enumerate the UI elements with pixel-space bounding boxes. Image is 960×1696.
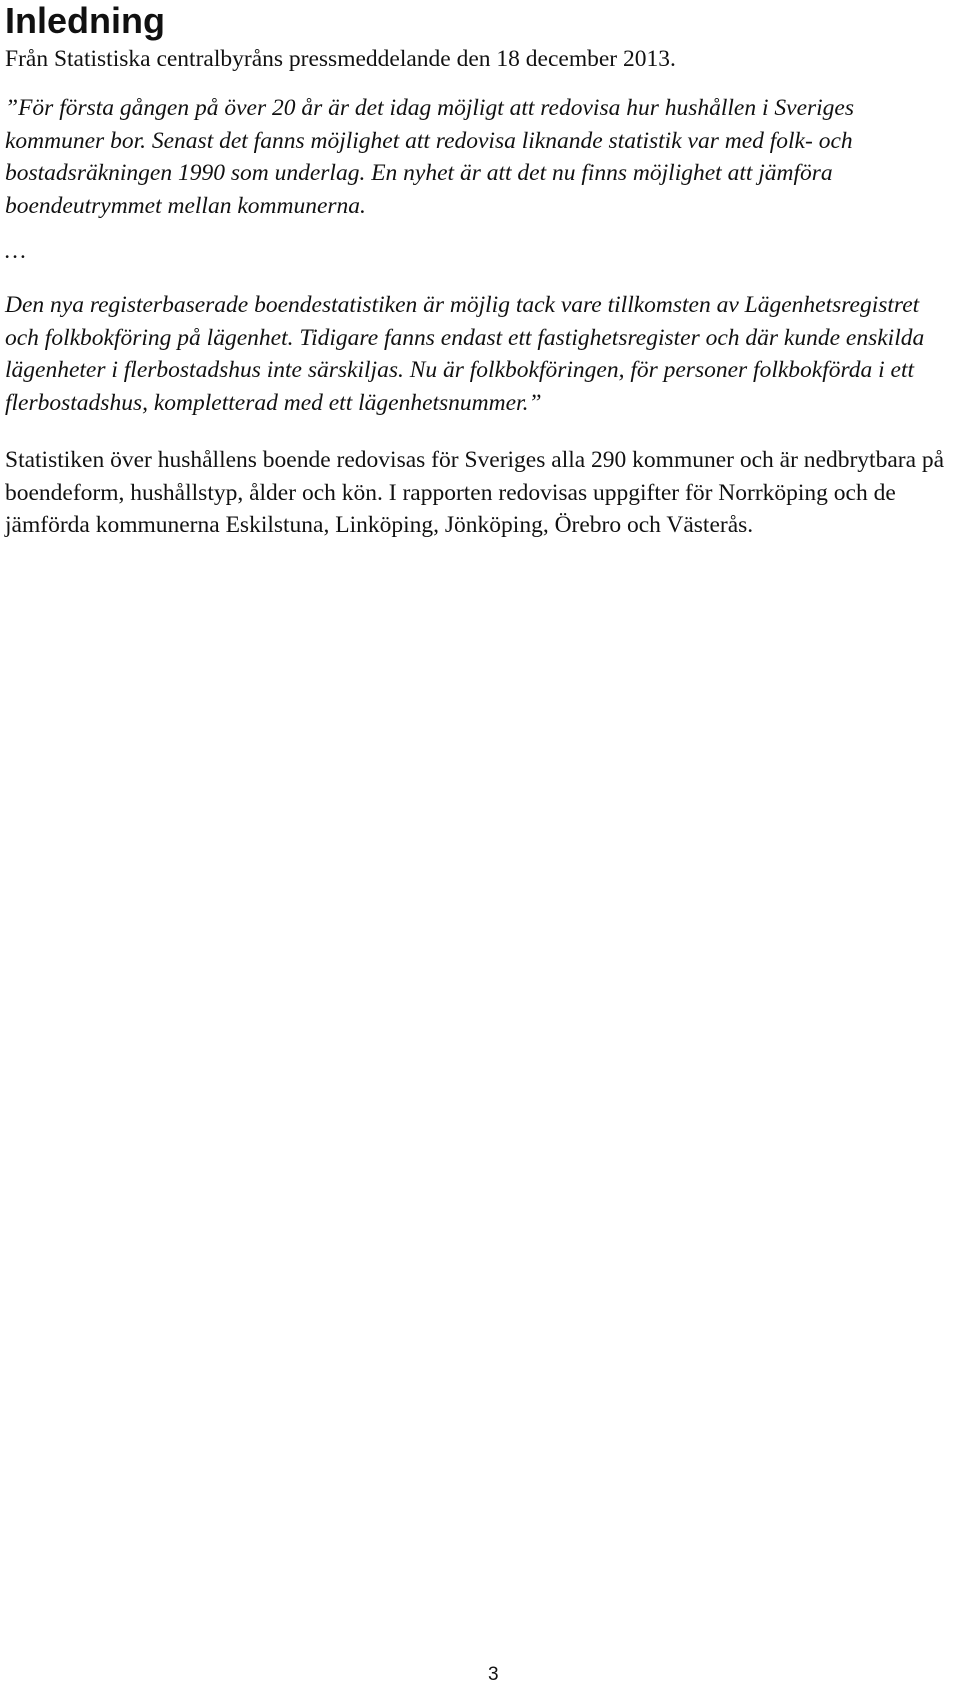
source-line: Från Statistiska centralbyråns pressmeddelande den 18 december 2013. bbox=[5, 46, 676, 72]
body-paragraph: Statistiken över hushållens boende redovisas för Sveriges alla 290 kommuner och är nedbrytbara på boendeform, hushållstyp, ålder och kön. I rapporten redovisas uppgifter för Norrköping och de jämförda kommunerna Eskilstuna, Linköping, Jönköping, Örebro och Västerås. bbox=[5, 447, 945, 538]
quote-paragraph: ”För första gången på över 20 år är det idag möjligt att redovisa hur hushållen i Sveriges kommuner bor. Senast det fanns möjlighet att redovisa liknande statistik var med folk- och bostadsräkningen 1990 som underlag. En nyhet är att det nu finns möjlighet att jämföra boendeutrymmet mellan kommunerna. bbox=[5, 95, 855, 219]
section-heading: Inledning bbox=[5, 0, 165, 41]
quote-ellipsis: … bbox=[5, 238, 26, 264]
document-page bbox=[5, 0, 955, 542]
quote-paragraph: Den nya registerbaserade boendestatistiken är möjlig tack vare tillkomsten av Lägenhetsregistret och folkbokföring på lägenhet. Tidigare fanns endast ett fastighetsregister och där kunde enskilda lägenheter i flerbostadshus inte särskiljas. Nu är folkbokföringen, för personer folkbokförda i ett flerbostadshus, kompletterad med ett lägenhetsnummer.” bbox=[5, 292, 925, 416]
page-number: 3 bbox=[488, 1664, 499, 1685]
